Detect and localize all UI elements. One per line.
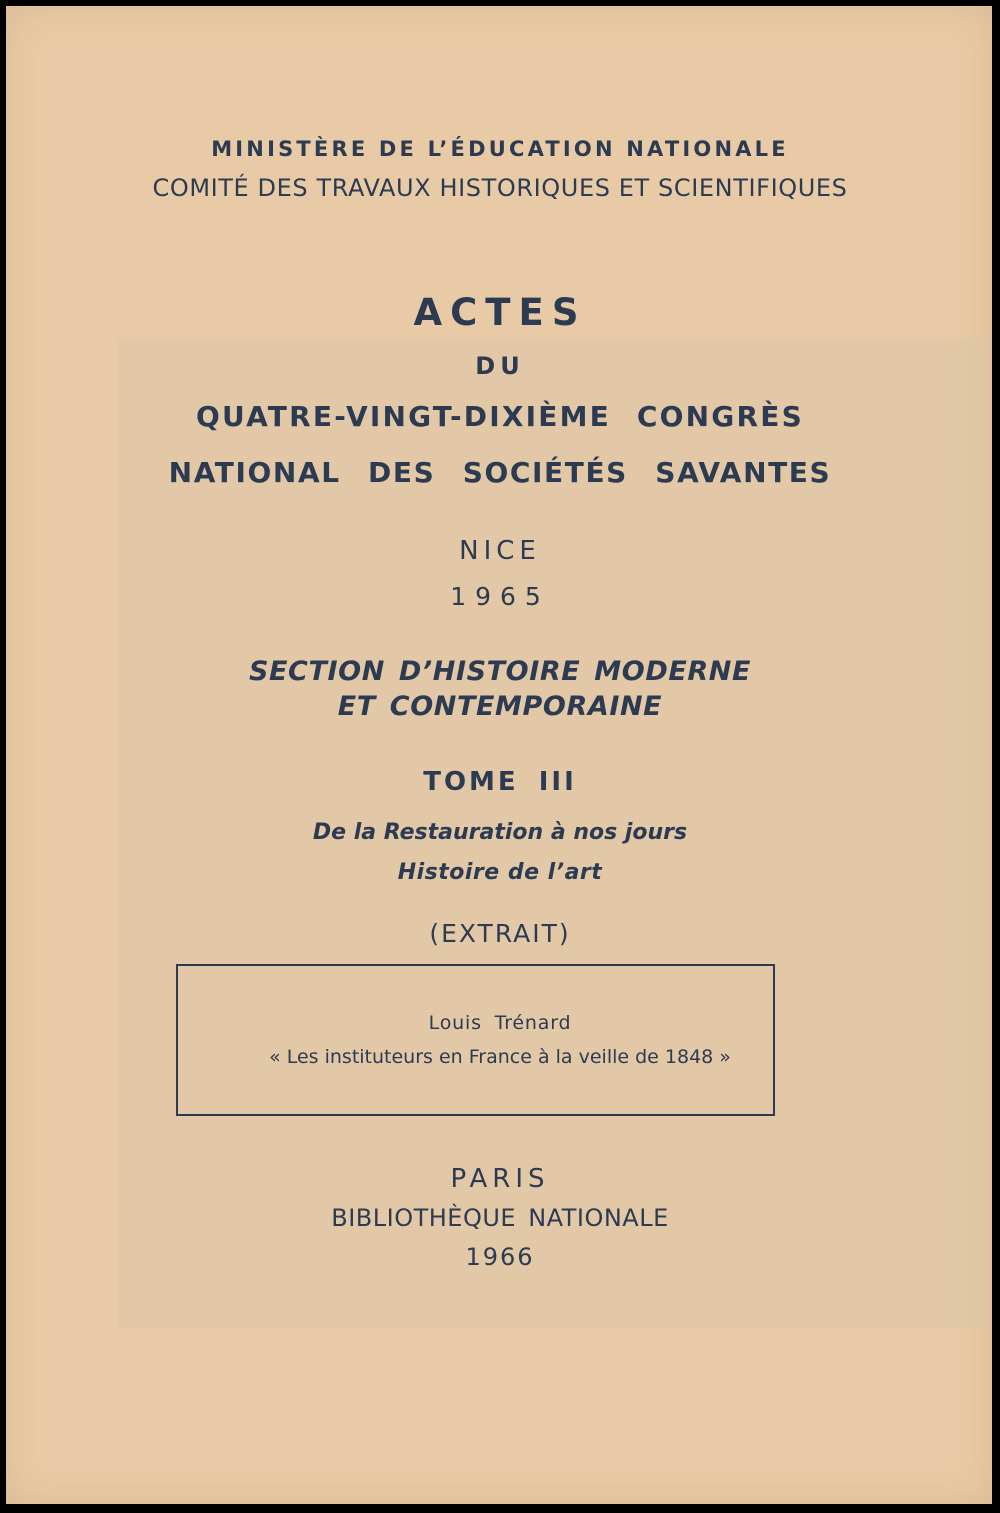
congress-title-line1: QUATRE-VINGT-DIXIÈME CONGRÈS [196, 400, 804, 433]
tome-subtitle-2: Histoire de l’art [397, 860, 603, 885]
article-box [176, 964, 775, 1116]
title-du: DU [475, 352, 525, 380]
extract-label: (EXTRAIT) [429, 919, 571, 948]
publisher-city: PARIS [450, 1164, 550, 1194]
article-author: Louis Trénard [428, 1012, 572, 1034]
publication-year: 1966 [465, 1243, 535, 1271]
tome-subtitle-1: De la Restauration à nos jours [312, 820, 688, 845]
congress-year: 1965 [450, 582, 550, 611]
congress-city: NICE [459, 536, 541, 566]
ministry-heading: MINISTÈRE DE L’ÉDUCATION NATIONALE [211, 137, 789, 161]
tome-number: TOME III [423, 767, 577, 797]
congress-title-line2: NATIONAL DES SOCIÉTÉS SAVANTES [168, 456, 832, 489]
article-title: « Les instituteurs en France à la veille de 1848 » [269, 1046, 731, 1068]
section-title-line2: ET CONTEMPORAINE [337, 691, 663, 722]
title-actes: ACTES [413, 291, 587, 334]
publisher-name: BIBLIOTHÈQUE NATIONALE [331, 1204, 669, 1232]
section-title-line1: SECTION D’HISTOIRE MODERNE [248, 656, 752, 687]
committee-heading: COMITÉ DES TRAVAUX HISTORIQUES ET SCIENTIFIQUES [152, 174, 848, 202]
